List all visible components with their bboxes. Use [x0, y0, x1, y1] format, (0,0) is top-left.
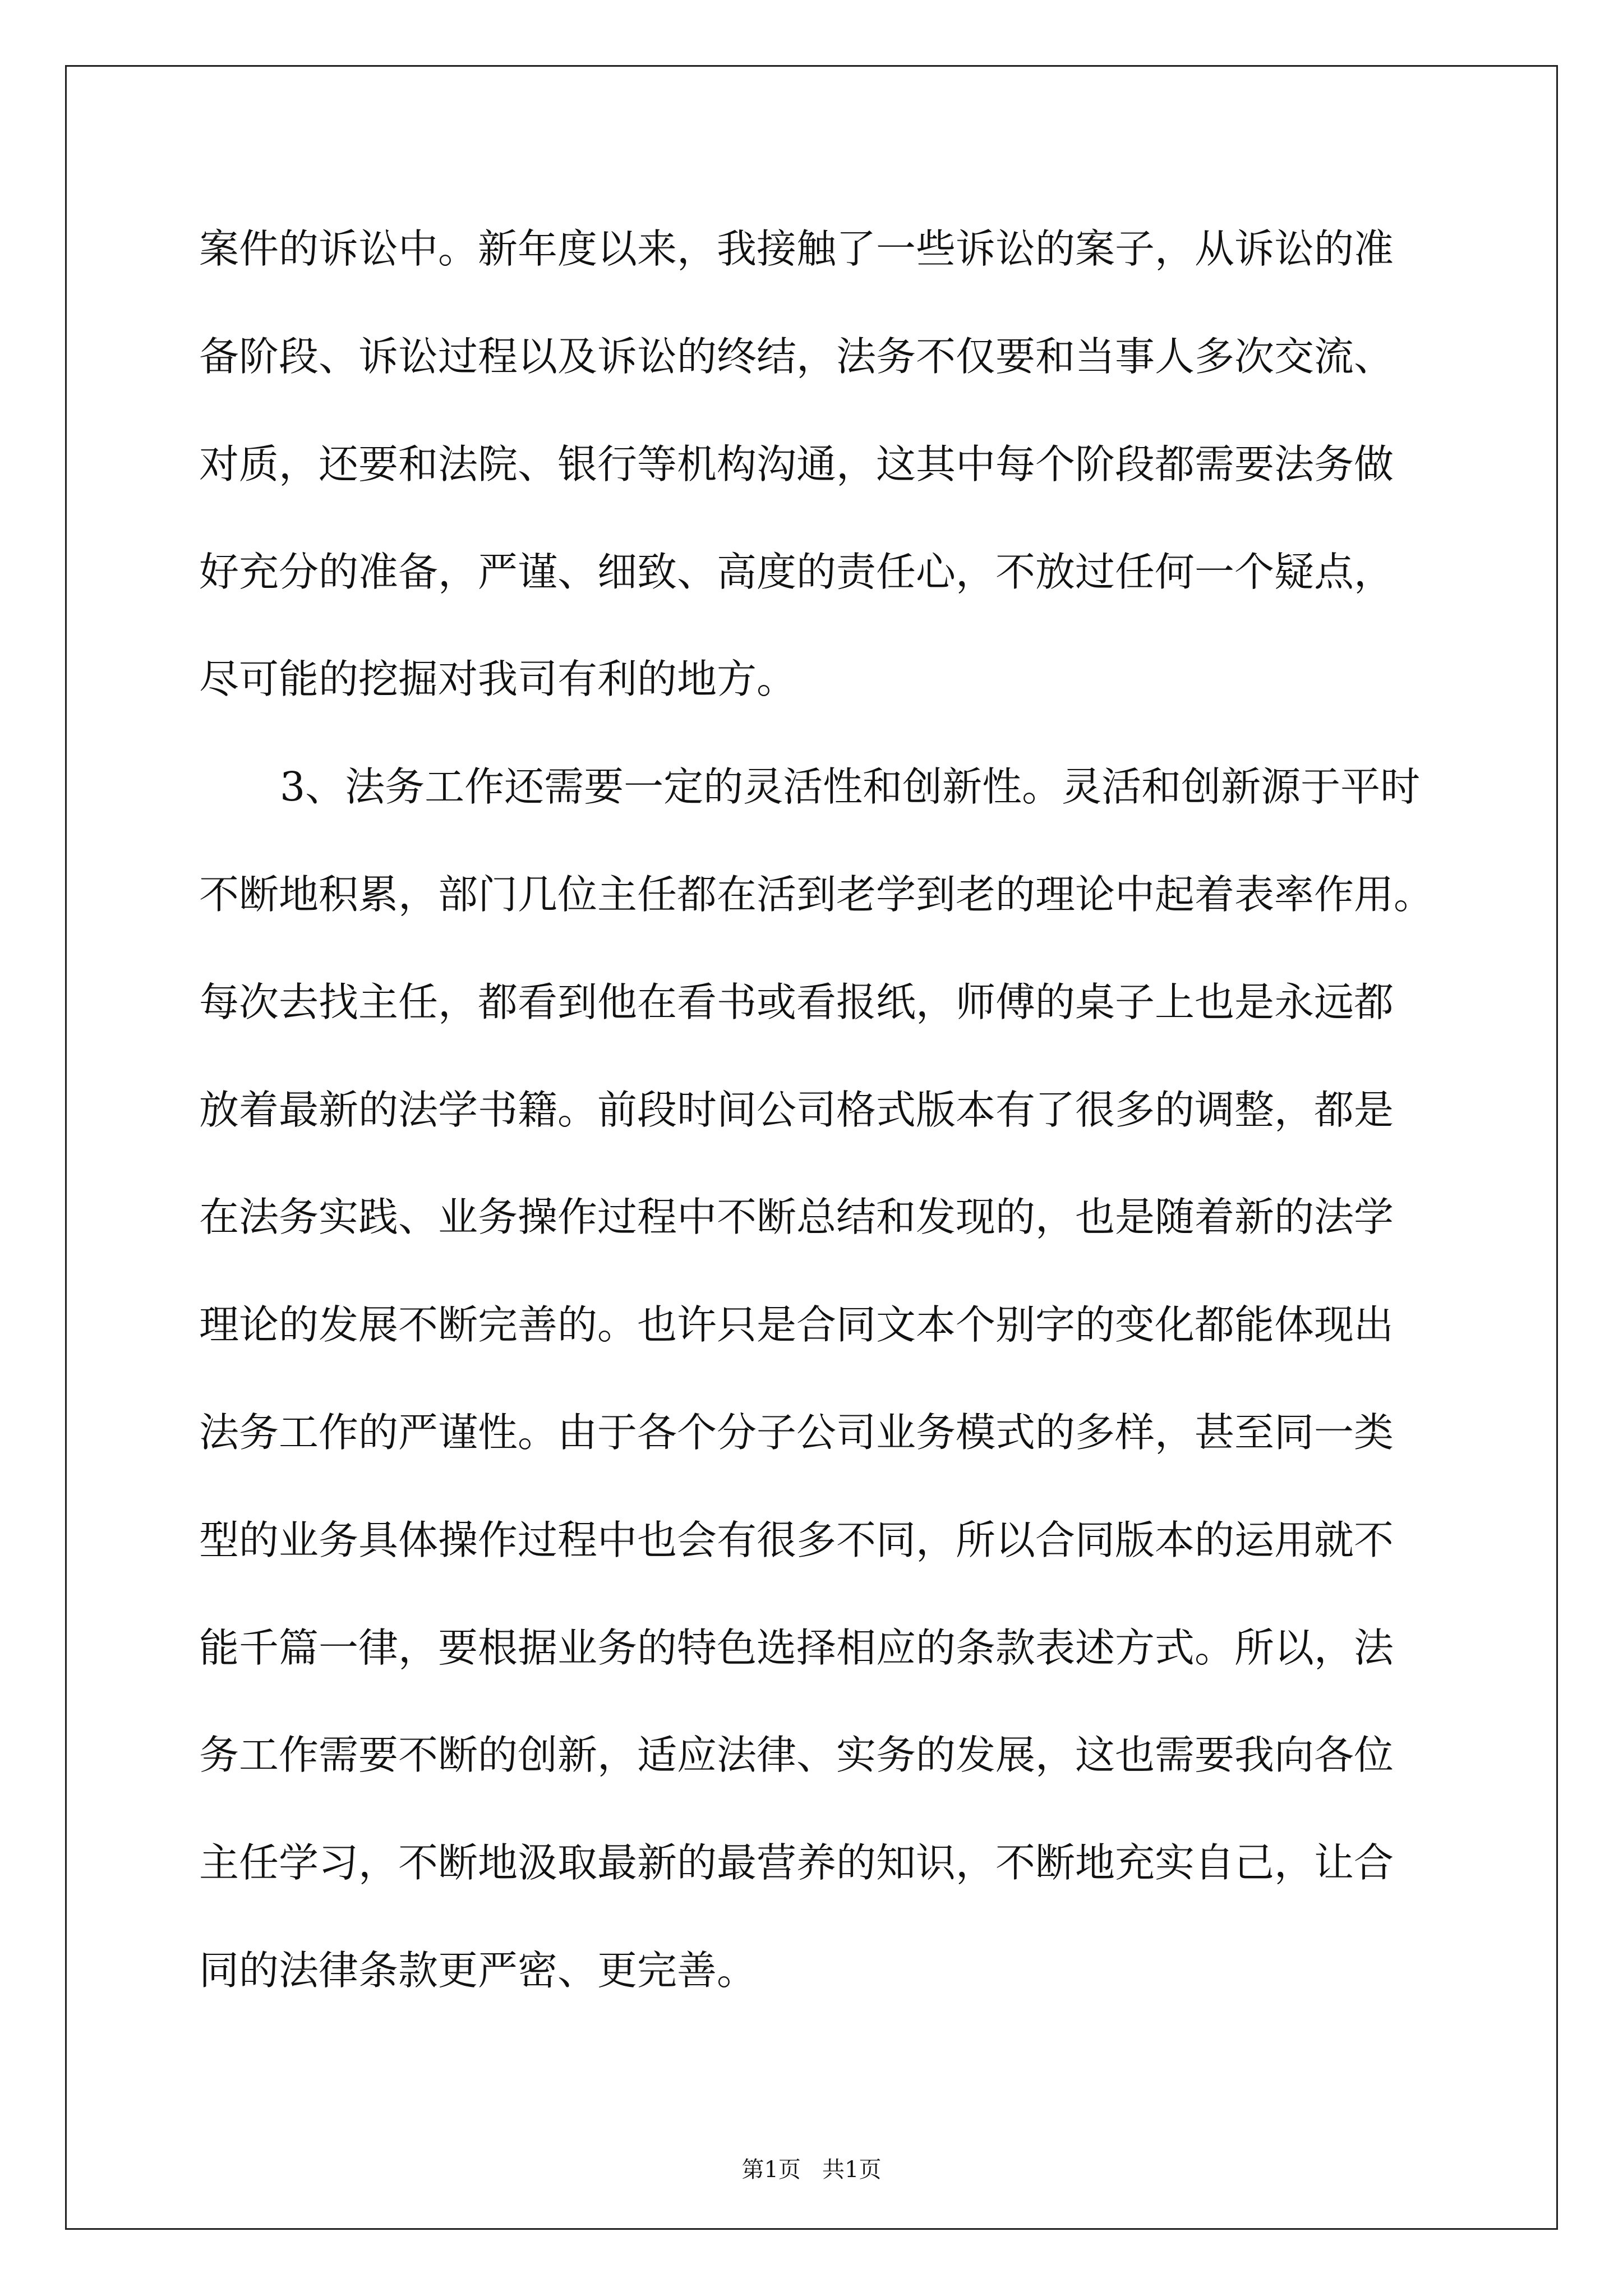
- text-line: 好充分的准备，严谨、细致、高度的责任心，不放过任何一个疑点，: [199, 549, 1394, 595]
- text-line: 备阶段、诉讼过程以及诉讼的终结，法务不仅要和当事人多次交流、: [199, 333, 1394, 380]
- page-border: [65, 65, 1558, 2230]
- text-line: 不断地积累，部门几位主任都在活到老学到老的理论中起着表率作用。: [199, 871, 1434, 918]
- text-line: 法务工作的严谨性。由于各个分子公司业务模式的多样，甚至同一类: [199, 1409, 1394, 1456]
- paragraph-first-line: 3、法务工作还需要一定的灵活性和创新性。灵活和创新源于平时: [280, 763, 1421, 810]
- text-line: 每次去找主任，都看到他在看书或看报纸，师傅的桌子上也是永远都: [199, 979, 1394, 1025]
- text-line: 务工作需要不断的创新，适应法律、实务的发展，这也需要我向各位: [199, 1732, 1394, 1778]
- text-line: 主任学习，不断地汲取最新的最营养的知识，不断地充实自己，让合: [199, 1839, 1394, 1886]
- text-line: 同的法律条款更严密、更完善。: [199, 1947, 757, 1994]
- text-line: 型的业务具体操作过程中也会有很多不同，所以合同版本的运用就不: [199, 1517, 1394, 1563]
- text-line: 能千篇一律，要根据业务的特色选择相应的条款表述方式。所以，法: [199, 1625, 1394, 1671]
- text-line: 理论的发展不断完善的。也许只是合同文本个别字的变化都能体现出: [199, 1301, 1394, 1348]
- text-line: 尽可能的挖掘对我司有利的地方。: [199, 656, 797, 702]
- text-line: 放着最新的法学书籍。前段时间公司格式版本有了很多的调整，都是: [199, 1087, 1394, 1133]
- text-line: 案件的诉讼中。新年度以来，我接触了一些诉讼的案子，从诉讼的准: [199, 226, 1394, 272]
- text-line: 对质，还要和法院、银行等机构沟通，这其中每个阶段都需要法务做: [199, 441, 1394, 487]
- text-line: 在法务实践、业务操作过程中不断总结和发现的，也是随着新的法学: [199, 1194, 1394, 1240]
- page-number-footer: 第1页 共1页: [741, 2157, 882, 2183]
